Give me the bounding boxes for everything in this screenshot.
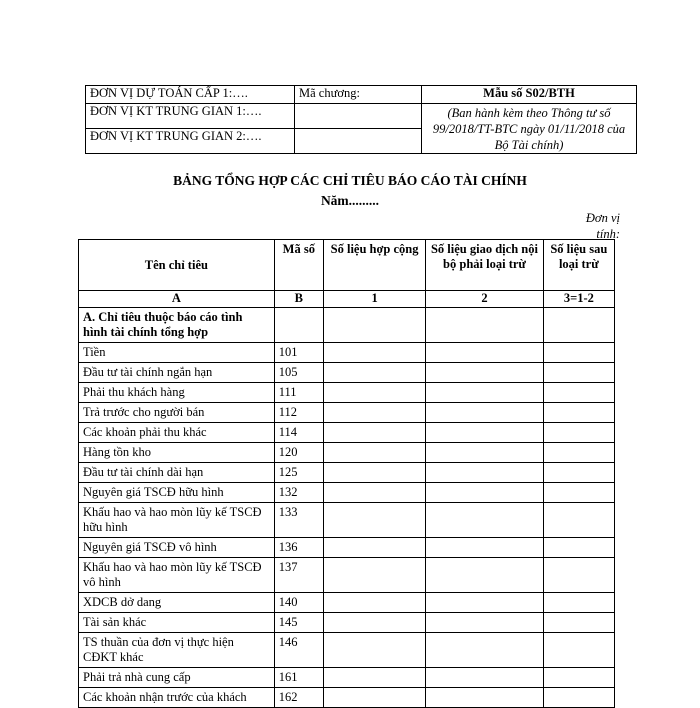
table-row xyxy=(79,403,615,423)
column-header-after-elimination: Số liệu sau loại trừ xyxy=(543,240,614,291)
intermediate-unit-2: ĐƠN VỊ KT TRUNG GIAN 2:…. xyxy=(86,129,295,154)
table-row xyxy=(79,343,615,363)
section-row xyxy=(79,308,615,343)
value-after-elimination xyxy=(543,463,614,483)
indicator-name: Nguyên giá TSCĐ vô hình xyxy=(79,538,275,558)
value-internal xyxy=(426,383,543,403)
table-row xyxy=(79,668,615,688)
indicator-code: 133 xyxy=(274,503,323,538)
table-row xyxy=(79,633,615,668)
empty-cell xyxy=(295,104,422,129)
value-consolidated xyxy=(323,688,425,708)
indicator-code: 137 xyxy=(274,558,323,593)
value-after-elimination xyxy=(543,538,614,558)
issued-by-note: (Ban hành kèm theo Thông tư số 99/2018/TT-BTC ngày 01/11/2018 của Bộ Tài chính) xyxy=(422,104,637,154)
unit-label: Đơn vị tính: xyxy=(585,211,620,241)
indicator-code: 146 xyxy=(274,633,323,668)
indicator-code: 125 xyxy=(274,463,323,483)
indicator-code: 145 xyxy=(274,613,323,633)
value-after-elimination xyxy=(543,593,614,613)
indicator-name: Các khoản phải thu khác xyxy=(79,423,275,443)
header-table xyxy=(85,85,637,154)
value-internal xyxy=(426,503,543,538)
column-header-name: Tên chỉ tiêu xyxy=(79,240,275,291)
form-code: Mẫu số S02/BTH xyxy=(422,86,637,104)
value-internal xyxy=(426,443,543,463)
value-consolidated xyxy=(323,383,425,403)
index-cell: 1 xyxy=(323,291,425,308)
indicator-table xyxy=(78,239,615,708)
table-row xyxy=(79,613,615,633)
value-internal xyxy=(426,423,543,443)
indicator-code: 112 xyxy=(274,403,323,423)
value-consolidated xyxy=(323,443,425,463)
value-internal xyxy=(426,593,543,613)
header-row xyxy=(86,104,637,129)
indicator-name: TS thuần của đơn vị thực hiện CĐKT khác xyxy=(79,633,275,668)
value-internal xyxy=(426,403,543,423)
table-row xyxy=(79,483,615,503)
indicator-name: Các khoản nhận trước của khách xyxy=(79,688,275,708)
empty-cell xyxy=(295,129,422,154)
value-consolidated xyxy=(323,613,425,633)
table-row xyxy=(79,688,615,708)
value-after-elimination xyxy=(543,503,614,538)
value-internal xyxy=(426,343,543,363)
index-cell: A xyxy=(79,291,275,308)
column-header-internal: Số liệu giao dịch nội bộ phải loại trừ xyxy=(426,240,543,291)
index-cell: B xyxy=(274,291,323,308)
table-row xyxy=(79,593,615,613)
value-after-elimination xyxy=(543,363,614,383)
empty-cell xyxy=(426,308,543,343)
value-after-elimination xyxy=(543,383,614,403)
value-consolidated xyxy=(323,483,425,503)
empty-cell xyxy=(274,308,323,343)
index-cell: 3=1-2 xyxy=(543,291,614,308)
value-internal xyxy=(426,538,543,558)
chapter-code-label: Mã chương: xyxy=(295,86,422,104)
table-row xyxy=(79,383,615,403)
value-consolidated xyxy=(323,668,425,688)
indicator-name: Trả trước cho người bán xyxy=(79,403,275,423)
indicator-name: Hàng tồn kho xyxy=(79,443,275,463)
value-consolidated xyxy=(323,403,425,423)
value-internal xyxy=(426,483,543,503)
column-header-code: Mã số xyxy=(274,240,323,291)
indicator-code: 162 xyxy=(274,688,323,708)
table-row xyxy=(79,463,615,483)
empty-cell xyxy=(543,308,614,343)
table-row xyxy=(79,443,615,463)
value-consolidated xyxy=(323,593,425,613)
indicator-code: 161 xyxy=(274,668,323,688)
index-cell: 2 xyxy=(426,291,543,308)
value-after-elimination xyxy=(543,613,614,633)
report-title: BẢNG TỔNG HỢP CÁC CHỈ TIÊU BÁO CÁO TÀI CHÍNH xyxy=(173,173,527,188)
report-year: Năm......... xyxy=(320,193,380,208)
budget-unit-level1: ĐƠN VỊ DỰ TOÁN CẤP 1:…. xyxy=(86,86,295,104)
table-row xyxy=(79,423,615,443)
value-consolidated xyxy=(323,503,425,538)
column-header-row xyxy=(79,240,615,291)
value-consolidated xyxy=(323,538,425,558)
indicator-code: 136 xyxy=(274,538,323,558)
indicator-code: 114 xyxy=(274,423,323,443)
empty-cell xyxy=(323,308,425,343)
section-title: A. Chỉ tiêu thuộc báo cáo tình hình tài chính tổng hợp xyxy=(79,308,275,343)
value-after-elimination xyxy=(543,343,614,363)
indicator-name: Khấu hao và hao mòn lũy kế TSCĐ vô hình xyxy=(79,558,275,593)
value-internal xyxy=(426,363,543,383)
table-row xyxy=(79,503,615,538)
table-row xyxy=(79,558,615,593)
header-row xyxy=(86,86,637,104)
column-index-row xyxy=(79,291,615,308)
indicator-name: Đầu tư tài chính dài hạn xyxy=(79,463,275,483)
value-internal xyxy=(426,688,543,708)
value-consolidated xyxy=(323,463,425,483)
value-consolidated xyxy=(323,363,425,383)
indicator-name: Phải thu khách hàng xyxy=(79,383,275,403)
value-consolidated xyxy=(323,423,425,443)
table-row xyxy=(79,538,615,558)
indicator-name: Tài sản khác xyxy=(79,613,275,633)
value-after-elimination xyxy=(543,483,614,503)
indicator-code: 105 xyxy=(274,363,323,383)
indicator-code: 132 xyxy=(274,483,323,503)
value-internal xyxy=(426,613,543,633)
value-internal xyxy=(426,668,543,688)
indicator-code: 111 xyxy=(274,383,323,403)
value-after-elimination xyxy=(543,668,614,688)
indicator-name: Phải trả nhà cung cấp xyxy=(79,668,275,688)
value-internal xyxy=(426,463,543,483)
value-consolidated xyxy=(323,633,425,668)
value-after-elimination xyxy=(543,443,614,463)
column-header-consolidated: Số liệu hợp cộng xyxy=(323,240,425,291)
value-after-elimination xyxy=(543,633,614,668)
indicator-name: Khấu hao và hao mòn lũy kế TSCĐ hữu hình xyxy=(79,503,275,538)
value-consolidated xyxy=(323,343,425,363)
indicator-name: XDCB dở dang xyxy=(79,593,275,613)
value-internal xyxy=(426,558,543,593)
indicator-name: Tiền xyxy=(79,343,275,363)
intermediate-unit-1: ĐƠN VỊ KT TRUNG GIAN 1:…. xyxy=(86,104,295,129)
value-after-elimination xyxy=(543,423,614,443)
indicator-code: 140 xyxy=(274,593,323,613)
value-after-elimination xyxy=(543,558,614,593)
value-after-elimination xyxy=(543,403,614,423)
value-consolidated xyxy=(323,558,425,593)
indicator-code: 120 xyxy=(274,443,323,463)
value-internal xyxy=(426,633,543,668)
indicator-name: Nguyên giá TSCĐ hữu hình xyxy=(79,483,275,503)
indicator-name: Đầu tư tài chính ngắn hạn xyxy=(79,363,275,383)
indicator-code: 101 xyxy=(274,343,323,363)
table-row xyxy=(79,363,615,383)
value-after-elimination xyxy=(543,688,614,708)
